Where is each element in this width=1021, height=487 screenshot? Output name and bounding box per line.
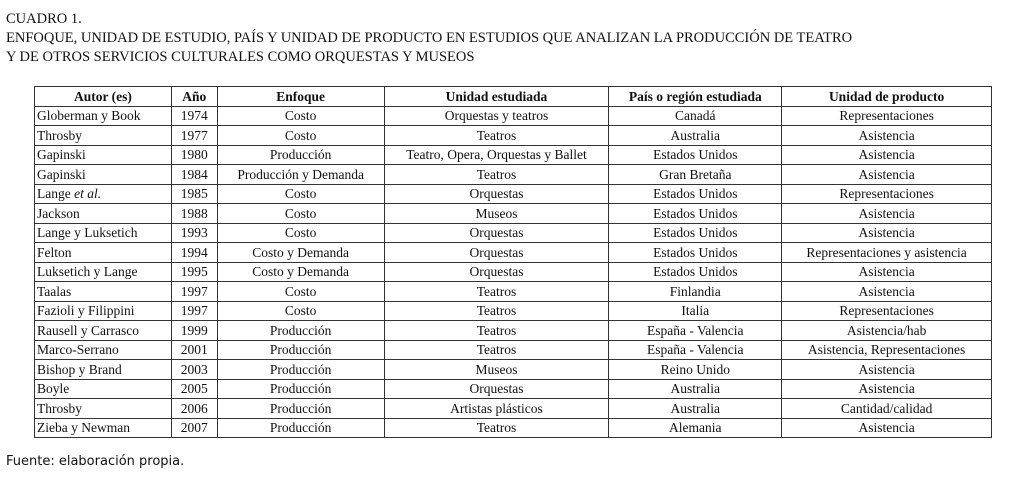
- cell-author: [35, 360, 172, 380]
- cell-unit-studied-text: Teatros: [476, 127, 517, 143]
- cell-year: [171, 418, 217, 438]
- cell-year-text: 1993: [180, 225, 208, 241]
- cell-year-text: 1994: [180, 244, 208, 260]
- cell-year-text: 2007: [180, 420, 208, 436]
- caption-title-line-1: ENFOQUE, UNIDAD DE ESTUDIO, PAÍS Y UNIDAD DE PRODUCTO EN ESTUDIOS QUE ANALIZAN LA PRODUCCIÓN DE TEATRO: [6, 30, 853, 46]
- cell-product-unit: [782, 243, 992, 263]
- cell-focus-text: Costo y Demanda: [252, 264, 350, 280]
- cell-region: [609, 360, 782, 380]
- cell-year: [171, 262, 217, 282]
- table-row: [35, 379, 992, 399]
- cell-product-unit-text: Asistencia: [858, 420, 915, 436]
- cell-unit-studied-text: Teatros: [476, 322, 517, 338]
- cell-focus: [217, 282, 384, 302]
- cell-author-text: Gapinski: [37, 166, 86, 182]
- table-caption: [6, 10, 852, 67]
- cell-author: [35, 165, 172, 185]
- cell-region: [609, 165, 782, 185]
- cell-author: [35, 184, 172, 204]
- cell-unit-studied: [384, 418, 609, 438]
- cell-product-unit: [782, 379, 992, 399]
- table-row: [35, 204, 992, 224]
- cell-unit-studied-text: Artistas plásticos: [450, 400, 543, 416]
- cell-author: [35, 106, 172, 126]
- cell-unit-studied-text: Orquestas y teatros: [444, 108, 549, 124]
- cell-focus: [217, 418, 384, 438]
- cell-product-unit-text: Asistencia, Representaciones: [807, 342, 966, 358]
- cell-unit-studied-text: Orquestas: [469, 244, 524, 260]
- cell-region-text: Finlandia: [669, 283, 721, 299]
- cell-product-unit: [782, 165, 992, 185]
- cell-unit-studied: [384, 145, 609, 165]
- cell-unit-studied-text: Orquestas: [469, 186, 524, 202]
- cell-product-unit-text: Asistencia: [858, 166, 915, 182]
- cell-focus: [217, 301, 384, 321]
- cell-region-text: Australia: [670, 400, 721, 416]
- cell-author: [35, 262, 172, 282]
- cell-focus-text: Costo: [284, 186, 317, 202]
- cell-year: [171, 282, 217, 302]
- cell-unit-studied: [384, 399, 609, 419]
- cell-product-unit: [782, 204, 992, 224]
- cell-region-text: Italia: [681, 303, 710, 319]
- cell-product-unit-text: Representaciones: [839, 108, 934, 124]
- cell-author-text: Felton: [37, 244, 72, 260]
- cell-year-text: 1997: [180, 303, 208, 319]
- header-product-unit: Unidad de producto: [782, 87, 992, 107]
- cell-author-text: Throsby: [37, 127, 82, 143]
- cell-region-text: Estados Unidos: [653, 147, 738, 163]
- cell-author: [35, 223, 172, 243]
- cell-product-unit: [782, 262, 992, 282]
- cell-region-text: España - Valencia: [647, 342, 744, 358]
- cell-author: [35, 204, 172, 224]
- cell-unit-studied: [384, 379, 609, 399]
- cell-region: [609, 126, 782, 146]
- cell-region-text: Alemania: [669, 420, 722, 436]
- cell-focus-text: Producción: [269, 400, 332, 416]
- cell-author-text: Boyle: [37, 381, 70, 397]
- cell-focus: [217, 262, 384, 282]
- header-unit-studied: Unidad estudiada: [384, 87, 609, 107]
- cell-focus-text: Costo: [284, 225, 317, 241]
- cell-region: [609, 204, 782, 224]
- cell-year: [171, 184, 217, 204]
- caption-title-line-2: Y DE OTROS SERVICIOS CULTURALES COMO ORQUESTAS Y MUSEOS: [6, 49, 475, 65]
- cell-unit-studied-text: Teatros: [476, 166, 517, 182]
- cell-author-text: Marco-Serrano: [37, 342, 119, 358]
- cell-product-unit: [782, 126, 992, 146]
- cell-product-unit-text: Cantidad/calidad: [840, 400, 933, 416]
- cell-year: [171, 223, 217, 243]
- cell-region-text: Estados Unidos: [653, 225, 738, 241]
- cell-focus-text: Producción: [269, 381, 332, 397]
- table-body: [35, 106, 992, 438]
- cell-focus-text: Costo: [284, 205, 317, 221]
- cell-focus-text: Producción: [269, 361, 332, 377]
- table-row: [35, 106, 992, 126]
- cell-product-unit-text: Asistencia: [858, 361, 915, 377]
- cell-author: [35, 282, 172, 302]
- cell-product-unit: [782, 223, 992, 243]
- table-row: [35, 301, 992, 321]
- cell-product-unit: [782, 360, 992, 380]
- cell-focus-text: Costo: [284, 283, 317, 299]
- cell-year: [171, 106, 217, 126]
- cell-product-unit-text: Asistencia: [858, 264, 915, 280]
- cell-region: [609, 184, 782, 204]
- header-region: País o región estudiada: [609, 87, 782, 107]
- table-row: [35, 321, 992, 341]
- table-row: [35, 184, 992, 204]
- cell-focus: [217, 223, 384, 243]
- cell-focus: [217, 106, 384, 126]
- cell-focus-text: Producción: [269, 420, 332, 436]
- cell-product-unit-text: Asistencia: [858, 381, 915, 397]
- cell-product-unit-text: Asistencia: [858, 283, 915, 299]
- cell-year: [171, 204, 217, 224]
- table-row: [35, 145, 992, 165]
- cell-author-text: Luksetich y Lange: [37, 264, 138, 280]
- cell-focus: [217, 165, 384, 185]
- cell-year-text: 1974: [180, 108, 208, 124]
- cell-author-text: Lange y Luksetich: [37, 225, 138, 241]
- cell-unit-studied-text: Teatros: [476, 342, 517, 358]
- cell-focus: [217, 145, 384, 165]
- cell-unit-studied: [384, 360, 609, 380]
- table-row: [35, 223, 992, 243]
- cell-year: [171, 126, 217, 146]
- cell-focus-text: Costo: [284, 108, 317, 124]
- cell-unit-studied: [384, 165, 609, 185]
- cell-product-unit-text: Asistencia: [858, 147, 915, 163]
- cell-author: [35, 418, 172, 438]
- cell-region-text: Estados Unidos: [653, 186, 738, 202]
- cell-focus: [217, 204, 384, 224]
- cell-region-text: Canadá: [675, 108, 716, 124]
- cell-unit-studied-text: Orquestas: [469, 264, 524, 280]
- cell-focus: [217, 321, 384, 341]
- cell-author: [35, 243, 172, 263]
- cell-year: [171, 243, 217, 263]
- source-note: Fuente: elaboración propia.: [6, 454, 185, 469]
- cell-author-italic-text: et al.: [74, 186, 102, 202]
- cell-author-text: Zieba y Newman: [37, 420, 130, 436]
- cell-author: [35, 399, 172, 419]
- cell-author: [35, 301, 172, 321]
- cell-year-text: 2005: [180, 381, 208, 397]
- table-row: [35, 243, 992, 263]
- cell-region: [609, 379, 782, 399]
- cell-focus-text: Producción: [269, 342, 332, 358]
- cell-product-unit-text: Asistencia: [858, 205, 915, 221]
- cell-year: [171, 145, 217, 165]
- table-row: [35, 340, 992, 360]
- cell-unit-studied: [384, 262, 609, 282]
- cell-year-text: 1977: [180, 127, 208, 143]
- cell-unit-studied: [384, 243, 609, 263]
- table-row: [35, 126, 992, 146]
- cell-unit-studied: [384, 340, 609, 360]
- cell-product-unit: [782, 321, 992, 341]
- table-row: [35, 165, 992, 185]
- cell-unit-studied: [384, 223, 609, 243]
- cell-focus: [217, 243, 384, 263]
- cell-focus: [217, 340, 384, 360]
- cell-author: [35, 379, 172, 399]
- cell-unit-studied: [384, 184, 609, 204]
- cell-year-text: 2001: [180, 342, 208, 358]
- cell-unit-studied-text: Orquestas: [469, 381, 524, 397]
- cell-year-text: 1988: [180, 205, 208, 221]
- cell-region-text: Estados Unidos: [653, 205, 738, 221]
- cell-unit-studied-text: Teatros: [476, 420, 517, 436]
- cell-unit-studied-text: Teatros: [476, 303, 517, 319]
- cell-region-text: Australia: [670, 381, 721, 397]
- cell-year: [171, 340, 217, 360]
- cell-author-text: Bishop y Brand: [37, 361, 122, 377]
- cell-focus-text: Producción: [269, 147, 332, 163]
- table-row: [35, 282, 992, 302]
- cell-focus-text: Costo y Demanda: [252, 244, 350, 260]
- cell-author-text: Fazioli y Filippini: [37, 303, 135, 319]
- cell-author-text: Taalas: [37, 283, 72, 299]
- cell-author: [35, 321, 172, 341]
- caption-number: CUADRO 1.: [6, 11, 82, 27]
- cell-focus-text: Producción y Demanda: [237, 166, 365, 182]
- cell-focus: [217, 360, 384, 380]
- cell-focus-text: Costo: [284, 303, 317, 319]
- cell-focus-text: Producción: [269, 322, 332, 338]
- cell-year-text: 1997: [180, 283, 208, 299]
- cell-product-unit-text: Asistencia: [858, 225, 915, 241]
- header-author: Autor (es): [35, 87, 172, 107]
- cell-unit-studied-text: Teatros: [476, 283, 517, 299]
- cell-product-unit: [782, 184, 992, 204]
- header-year: Año: [171, 87, 217, 107]
- cell-product-unit-text: Asistencia/hab: [846, 322, 927, 338]
- cell-unit-studied-text: Orquestas: [469, 225, 524, 241]
- cell-year-text: 1985: [180, 186, 208, 202]
- table-row: [35, 360, 992, 380]
- cell-unit-studied-text: Museos: [475, 361, 518, 377]
- cell-year-text: 1999: [180, 322, 208, 338]
- cell-unit-studied: [384, 282, 609, 302]
- cell-region-text: Estados Unidos: [653, 264, 738, 280]
- cell-author: [35, 145, 172, 165]
- cell-region: [609, 399, 782, 419]
- cell-region-text: España - Valencia: [647, 322, 744, 338]
- cell-region: [609, 340, 782, 360]
- cell-author-text: Gapinski: [37, 147, 86, 163]
- cell-focus: [217, 399, 384, 419]
- table-row: [35, 399, 992, 419]
- cell-unit-studied-text: Teatro, Opera, Orquestas y Ballet: [406, 147, 587, 163]
- cell-region: [609, 106, 782, 126]
- cell-author-text: Jackson: [37, 205, 80, 221]
- cell-unit-studied: [384, 204, 609, 224]
- cell-focus: [217, 379, 384, 399]
- cell-year-text: 1984: [180, 166, 208, 182]
- table-row: [35, 262, 992, 282]
- cell-product-unit-text: Asistencia: [858, 127, 915, 143]
- cell-region: [609, 243, 782, 263]
- cell-product-unit: [782, 418, 992, 438]
- cell-year: [171, 379, 217, 399]
- cell-product-unit: [782, 145, 992, 165]
- cell-year: [171, 165, 217, 185]
- cell-year-text: 1995: [180, 264, 208, 280]
- cell-unit-studied: [384, 126, 609, 146]
- cell-focus: [217, 126, 384, 146]
- cell-unit-studied: [384, 301, 609, 321]
- cell-region: [609, 282, 782, 302]
- cell-author-text: Globerman y Book: [37, 108, 141, 124]
- cell-unit-studied: [384, 106, 609, 126]
- cell-region: [609, 223, 782, 243]
- cell-year: [171, 301, 217, 321]
- cell-region-text: Estados Unidos: [653, 244, 738, 260]
- cell-region: [609, 321, 782, 341]
- cell-author: [35, 340, 172, 360]
- cell-focus: [217, 184, 384, 204]
- cell-unit-studied-text: Museos: [475, 205, 518, 221]
- cell-region-text: Gran Bretaña: [659, 166, 732, 182]
- header-focus: Enfoque: [217, 87, 384, 107]
- cell-year-text: 2006: [180, 400, 208, 416]
- cell-product-unit: [782, 282, 992, 302]
- cell-year: [171, 321, 217, 341]
- cell-region: [609, 418, 782, 438]
- cell-year: [171, 399, 217, 419]
- cell-product-unit-text: Representaciones: [839, 303, 934, 319]
- table-row: [35, 418, 992, 438]
- studies-table: [34, 86, 992, 438]
- cell-product-unit-text: Representaciones: [839, 186, 934, 202]
- cell-year-text: 1980: [180, 147, 208, 163]
- cell-region: [609, 301, 782, 321]
- cell-focus-text: Costo: [284, 127, 317, 143]
- cell-author: [35, 126, 172, 146]
- cell-region: [609, 145, 782, 165]
- cell-region-text: Reino Unido: [660, 361, 730, 377]
- cell-year: [171, 360, 217, 380]
- cell-region-text: Australia: [670, 127, 721, 143]
- cell-year-text: 2003: [180, 361, 208, 377]
- cell-unit-studied: [384, 321, 609, 341]
- cell-region: [609, 262, 782, 282]
- cell-product-unit: [782, 106, 992, 126]
- cell-product-unit-text: Representaciones y asistencia: [806, 244, 967, 260]
- cell-product-unit: [782, 340, 992, 360]
- cell-author-text: Lange: [37, 186, 71, 202]
- cell-product-unit: [782, 399, 992, 419]
- table-header-row: [35, 87, 992, 107]
- cell-product-unit: [782, 301, 992, 321]
- cell-author-text: Rausell y Carrasco: [37, 322, 139, 338]
- cell-author-text: Throsby: [37, 400, 82, 416]
